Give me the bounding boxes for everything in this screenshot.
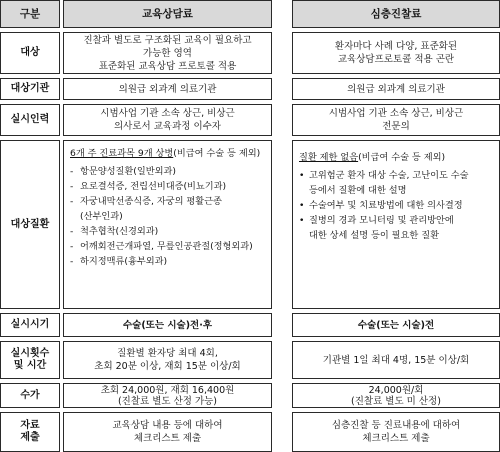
- disease-deep-head: [299, 151, 445, 164]
- list-item: - 항문양성질환(일반외과): [70, 164, 253, 179]
- disease-deep-list: [299, 168, 469, 243]
- fee-deep-cell: [292, 383, 500, 408]
- header-deep-fee-label: 심층진찰료: [370, 7, 422, 20]
- disease-edu-list: [70, 164, 253, 269]
- row-label-institution: [0, 78, 60, 100]
- list-item: - 하지정맥류(흉부외과): [70, 254, 253, 269]
- institution-label: 대상기관: [10, 83, 50, 94]
- target-edu-line-3: 표준화된 교육상담 프로토콜 적용: [98, 60, 237, 72]
- list-item: - 자궁내막선종식증, 자궁의 평활근종: [70, 194, 253, 209]
- submit-deep-cell: [292, 412, 500, 452]
- target-deep-cell: [292, 32, 500, 74]
- disease-edu-head-underlined: 6개 주 진료과목 9개 상병: [70, 148, 174, 159]
- fee-deep-line-1: 24,000원/회: [368, 384, 424, 396]
- frequency-edu-line-1: 질환별 환자당 최대 4회,: [117, 348, 218, 359]
- submit-edu-cell: [63, 412, 272, 452]
- list-item: - 어깨회전근개파열, 무릎인공관절(정형외과): [70, 239, 253, 254]
- submit-deep-line-2: 체크리스트 제출: [362, 433, 430, 444]
- submit-edu-line-2: 체크리스트 제출: [133, 433, 202, 444]
- frequency-edu-cell: [63, 341, 272, 379]
- staff-edu-line-2: 의사로서 교육과정 이수자: [114, 121, 221, 132]
- list-item: (산부인과): [80, 211, 123, 222]
- list-item: • 고위험군 환자 대상 수술, 고난이도 수술: [299, 168, 469, 183]
- row-label-staff: [0, 104, 60, 136]
- frequency-deep-cell: [292, 341, 500, 379]
- header-category: [0, 0, 60, 28]
- disease-edu-cell: [63, 140, 272, 309]
- header-edu-fee-label: 교육상담료: [142, 7, 193, 20]
- disease-deep-head-rest: (비급여 수술 등 제외): [358, 152, 446, 163]
- disease-deep-head-underlined: 질환 제한 없음: [299, 152, 359, 163]
- row-label-timing: [0, 313, 60, 337]
- fee-edu-line-1: 초회 24,000원, 재회 16,400원: [100, 384, 235, 396]
- frequency-edu-line-2: 초회 20분 이상, 재회 15분 이상/회: [94, 361, 241, 372]
- list-item: - 요로결석증, 전립선비대증(비뇨기과): [70, 179, 253, 194]
- institution-edu-text: 의원급 외과계 의료기관: [118, 83, 217, 95]
- fee-edu-line-2: (진찰료 별도 산정 가능): [117, 395, 218, 407]
- timing-edu-bold: 전·후: [190, 319, 213, 331]
- fee-label: 수가: [20, 389, 40, 401]
- fee-deep-line-2: (진찰료 별도 미 산정): [351, 395, 441, 407]
- frequency-label-2: 및 시간: [13, 360, 47, 371]
- timing-deep-plain: 수술(또는 시술): [357, 319, 425, 331]
- submit-deep-line-1: 심층진찰 등 진료내용에 대하여: [331, 420, 461, 431]
- list-item: • 수술여부 및 치료방법에 대한 의사결정: [299, 198, 469, 213]
- disease-edu-head-rest: (비급여 수술 등 제외): [173, 148, 261, 159]
- institution-edu-cell: [63, 78, 272, 100]
- list-item: - 척추협착(신경외과): [70, 224, 253, 239]
- row-label-target: [0, 32, 60, 74]
- list-item: • 질병의 경과 모니터링 및 관리방안에: [299, 213, 469, 228]
- submit-edu-line-1: 교육상담 내용 등에 대하여: [112, 420, 223, 431]
- staff-deep-cell: [292, 104, 500, 136]
- fee-edu-cell: [63, 383, 272, 408]
- frequency-deep-text: 기관별 1일 최대 4명, 15분 이상/회: [322, 354, 470, 366]
- timing-edu-plain: 수술(또는 시술): [122, 319, 191, 331]
- target-edu-line-1: 진찰과 별도로 구조화된 교육이 필요하고: [83, 34, 252, 46]
- target-edu-line-2: 가능한 영역: [143, 47, 192, 59]
- list-item: 등에서 질환에 대한 설명: [309, 185, 407, 196]
- institution-deep-text: 의원급 외과계 의료기관: [347, 83, 445, 95]
- staff-edu-line-1: 시범사업 기관 소속 상근, 비상근: [100, 108, 235, 119]
- row-label-frequency: [0, 341, 60, 379]
- list-item: 대한 상세 설명 등이 필요한 질환: [309, 230, 439, 241]
- header-deep-fee: [292, 0, 500, 28]
- target-deep-line-1: 환자마다 사례 다양, 표준화된: [334, 41, 458, 52]
- row-label-disease: [0, 140, 60, 309]
- header-category-label: 구분: [19, 7, 41, 20]
- disease-edu-head: [70, 147, 260, 160]
- row-label-fee: [0, 383, 60, 408]
- staff-label: 실시인력: [10, 114, 50, 125]
- submit-label-2: 제출: [20, 432, 40, 443]
- disease-deep-cell: [292, 140, 500, 309]
- frequency-label-1: 실시횟수: [10, 348, 50, 359]
- submit-label-1: 자료: [20, 420, 40, 431]
- disease-label: 대상질환: [10, 218, 50, 230]
- staff-deep-line-1: 시범사업 기관 소속 상근, 비상근: [328, 108, 464, 119]
- institution-deep-cell: [292, 78, 500, 100]
- target-label: 대상: [20, 47, 40, 58]
- timing-deep-cell: [292, 313, 500, 337]
- timing-label: 실시시기: [10, 319, 50, 330]
- timing-deep-bold: 전: [424, 319, 435, 331]
- header-edu-fee: [63, 0, 272, 28]
- target-edu-cell: [63, 32, 272, 74]
- timing-edu-cell: [63, 313, 272, 337]
- target-deep-line-2: 교육상담프로토콜 적용 곤란: [337, 54, 455, 65]
- staff-edu-cell: [63, 104, 272, 136]
- staff-deep-line-2: 전문의: [382, 121, 410, 132]
- row-label-submit: [0, 412, 60, 452]
